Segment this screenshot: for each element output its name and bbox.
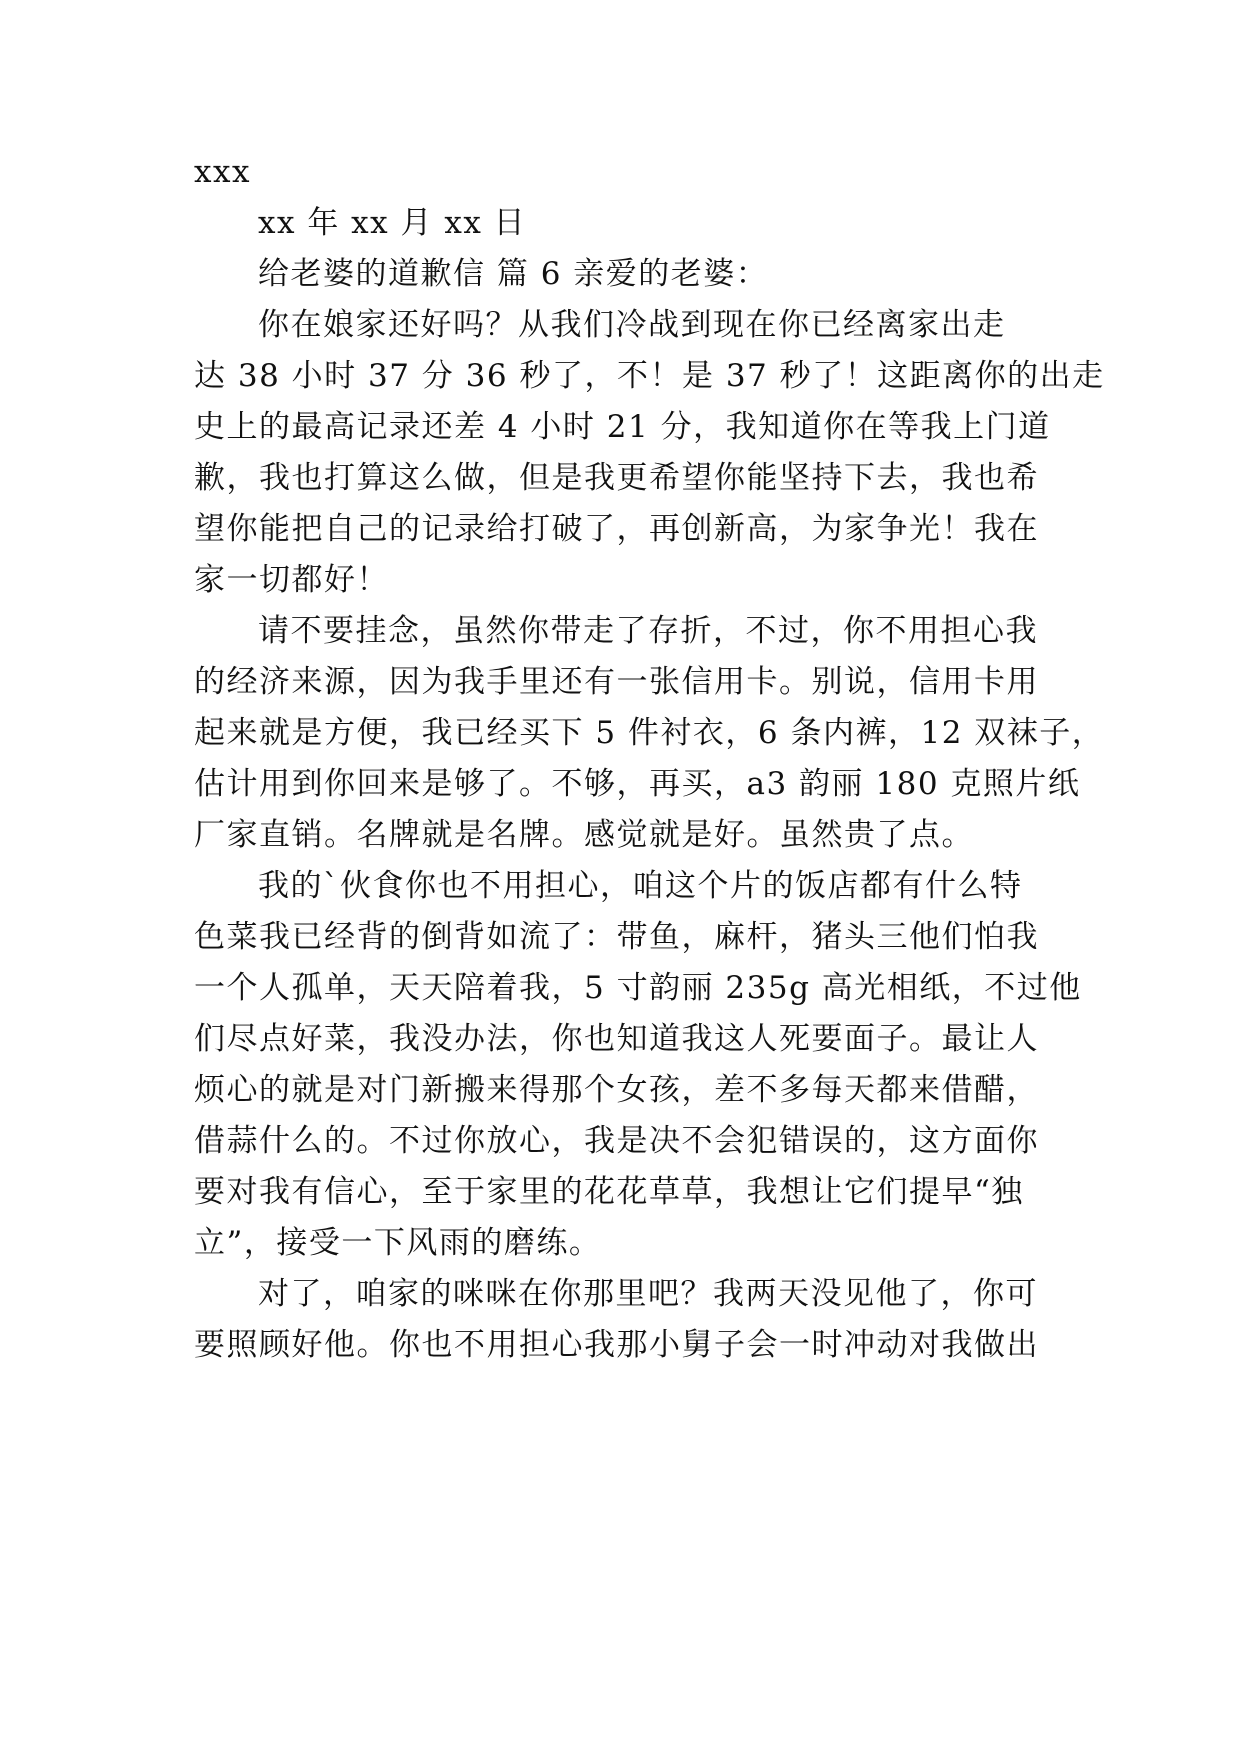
- text-line: 望你能把自己的记录给打破了，再创新高，为家争光！我在: [194, 511, 1039, 547]
- text-line: 对了，咱家的咪咪在你那里吧？我两天没见他了，你可: [258, 1276, 1038, 1312]
- text-line: 起来就是方便，我已经买下 5 件衬衣，6 条内裤，12 双袜子，: [194, 715, 1105, 751]
- text-line: 立”，接受一下风雨的磨练。: [194, 1225, 602, 1261]
- signature: xxx: [194, 154, 251, 190]
- text-line: 要对我有信心，至于家里的花花草草，我想让它们提早“独: [194, 1174, 1024, 1210]
- text-line: 史上的最高记录还差 4 小时 21 分，我知道你在等我上门道: [194, 409, 1051, 445]
- text-line: 厂家直销。名牌就是名牌。感觉就是好。虽然贵了点。: [194, 817, 974, 853]
- text-line: 估计用到你回来是够了。不够，再买，a3 韵丽 180 克照片纸: [194, 766, 1081, 802]
- text-line: 达 38 小时 37 分 36 秒了，不！是 37 秒了！这距离你的出走: [194, 358, 1105, 394]
- text-line: 借蒜什么的。不过你放心，我是决不会犯错误的，这方面你: [194, 1123, 1039, 1159]
- text-line: 烦心的就是对门新搬来得那个女孩，差不多每天都来借醋，: [194, 1072, 1039, 1108]
- text-line: 一个人孤单，天天陪着我，5 寸韵丽 235g 高光相纸，不过他: [194, 970, 1082, 1006]
- text-line: 们尽点好菜，我没办法，你也知道我这人死要面子。最让人: [194, 1021, 1039, 1057]
- text-line: 要照顾好他。你也不用担心我那小舅子会一时冲动对我做出: [194, 1327, 1039, 1363]
- text-line: 我的`伙食你也不用担心，咱这个片的饭店都有什么特: [258, 868, 1023, 904]
- text-line: 请不要挂念，虽然你带走了存折，不过，你不用担心我: [258, 613, 1038, 649]
- text-line: 的经济来源，因为我手里还有一张信用卡。别说，信用卡用: [194, 664, 1039, 700]
- text-line: 你在娘家还好吗？从我们冷战到现在你已经离家出走: [258, 307, 1006, 343]
- text-line: 家一切都好！: [194, 562, 389, 598]
- date-line: xx 年 xx 月 xx 日: [258, 205, 527, 241]
- text-line: 歉，我也打算这么做，但是我更希望你能坚持下去，我也希: [194, 460, 1039, 496]
- letter-heading: 给老婆的道歉信 篇 6 亲爱的老婆：: [258, 256, 769, 292]
- text-line: 色菜我已经背的倒背如流了：带鱼，麻杆，猪头三他们怕我: [194, 919, 1039, 955]
